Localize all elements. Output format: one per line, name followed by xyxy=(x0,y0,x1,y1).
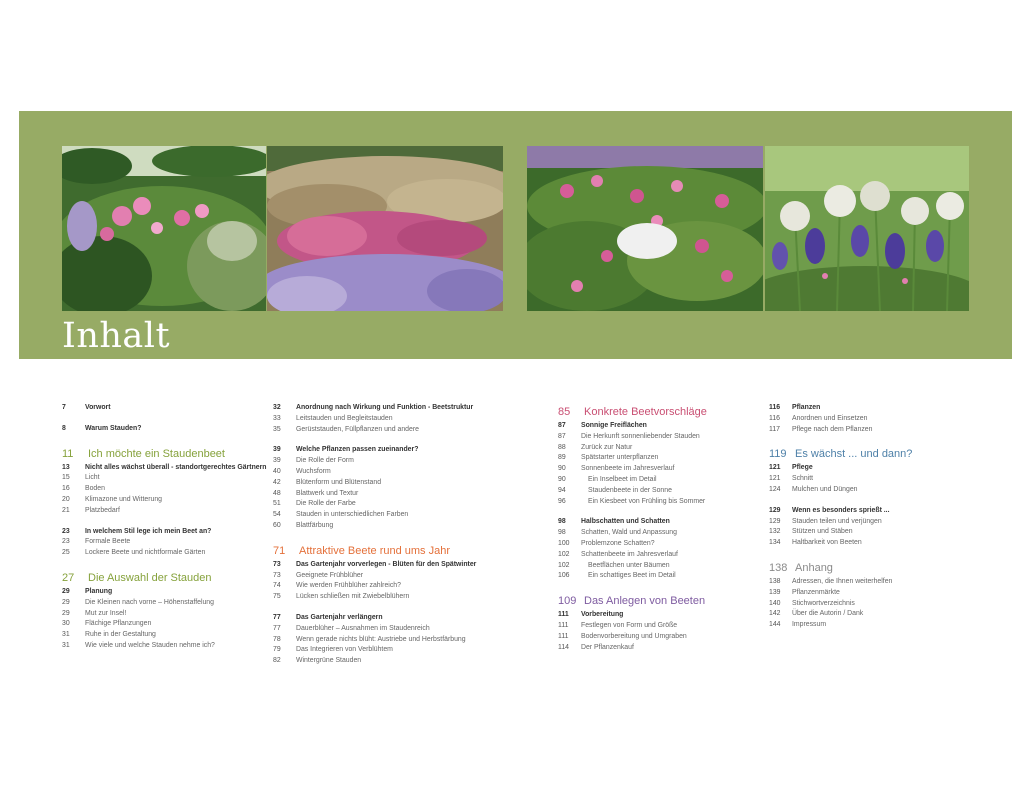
toc-column-2 xyxy=(273,403,477,667)
toc-entry-title: Problemzone Schatten? xyxy=(581,539,655,547)
toc-spacer xyxy=(558,507,758,517)
toc-page-number: 77 xyxy=(273,624,281,632)
toc-entry xyxy=(62,630,262,641)
toc-section-entry xyxy=(558,610,758,621)
toc-page-number: 16 xyxy=(62,485,70,493)
toc-spacer xyxy=(273,603,473,613)
toc-entry-title: Pflege xyxy=(792,464,813,472)
toc-entry-title: Dauerblüher – Ausnahmen im Staudenreich xyxy=(296,624,430,632)
toc-entry-title: Die Kleinen nach vorne – Höhenstaffelung xyxy=(85,598,214,606)
toc-entry-title: Lockere Beete und nichtformale Gärten xyxy=(85,549,206,557)
toc-entry xyxy=(558,571,758,582)
toc-page-number: 54 xyxy=(273,511,281,519)
toc-entry-title: Formale Beete xyxy=(85,538,131,546)
pink-bed-photo xyxy=(527,146,763,311)
toc-entry-title: Schnitt xyxy=(792,475,814,483)
toc-entry xyxy=(558,464,758,475)
toc-page-number: 7 xyxy=(62,404,66,411)
toc-entry-title: Mulchen und Düngen xyxy=(792,485,858,493)
toc-entry-title: Beetflächen unter Bäumen xyxy=(588,561,670,569)
toc-page-number: 85 xyxy=(558,406,571,418)
toc-chapter-heading xyxy=(62,571,262,585)
toc-entry-title: Welche Pflanzen passen zueinander? xyxy=(296,446,419,454)
toc-entry xyxy=(558,432,758,443)
toc-spacer xyxy=(558,582,758,592)
toc-entry xyxy=(62,484,262,495)
toc-entry-title: Spätstarter unterpflanzen xyxy=(581,454,659,462)
toc-entry-title: Wuchsform xyxy=(296,467,331,475)
toc-page-number: 8 xyxy=(62,424,66,432)
toc-entry-title: Bodenvorbereitung und Umgraben xyxy=(581,632,687,640)
toc-chapter-heading xyxy=(769,447,969,461)
toc-entry xyxy=(769,599,969,610)
toc-spacer xyxy=(769,496,969,506)
toc-entry xyxy=(62,537,262,548)
toc-entry xyxy=(273,645,473,656)
toc-section-entry xyxy=(769,463,969,474)
toc-spacer xyxy=(62,414,262,424)
toc-entry xyxy=(558,561,758,572)
toc-page-number: 87 xyxy=(558,422,566,429)
toc-page-number: 39 xyxy=(273,446,281,454)
toc-entry-title: Wie werden Frühblüher zahlreich? xyxy=(296,582,401,590)
toc-page-number: 88 xyxy=(558,443,566,451)
toc-page-number: 109 xyxy=(558,595,577,608)
toc-column-1 xyxy=(62,403,267,652)
toc-entry-title: Blattfärbung xyxy=(296,521,334,529)
toc-page-number: 23 xyxy=(62,538,70,546)
toc-spacer xyxy=(62,559,262,569)
toc-page-number: 129 xyxy=(769,517,781,525)
toc-page-number: 98 xyxy=(558,529,566,537)
toc-page-number: 129 xyxy=(769,506,781,514)
toc-page-number: 40 xyxy=(273,467,281,475)
toc-entry xyxy=(769,609,969,620)
toc-entry xyxy=(558,486,758,497)
toc-page-number: 29 xyxy=(62,609,70,617)
toc-entry xyxy=(273,510,473,521)
toc-entry-title: Ein schattiges Beet im Detail xyxy=(588,572,676,580)
toc-page-number: 74 xyxy=(273,582,281,590)
toc-page-number: 138 xyxy=(769,561,788,574)
toc-page-number: 111 xyxy=(558,611,569,619)
toc-section-entry xyxy=(62,463,267,474)
toc-spacer xyxy=(273,435,473,445)
toc-entry-title: Das Gartenjahr vorverlegen - Blüten für den Spätwinter xyxy=(296,560,477,568)
toc-page-number: 39 xyxy=(273,457,281,465)
toc-page-number: 29 xyxy=(62,598,70,606)
toc-entry-title: Impressum xyxy=(792,621,827,629)
toc-page-number: 116 xyxy=(769,404,781,411)
toc-chapter-heading xyxy=(273,544,473,558)
toc-page-number: 102 xyxy=(558,550,570,558)
toc-entry-title: Adressen, die Ihnen weiterhelfen xyxy=(792,577,893,585)
toc-entry-title: Wenn es besonders sprießt ... xyxy=(792,506,890,514)
toc-entry xyxy=(558,643,758,654)
toc-page-number: 77 xyxy=(273,613,281,621)
toc-page-number: 89 xyxy=(558,454,566,462)
toc-page-number: 75 xyxy=(273,593,281,601)
toc-entry-title: Stauden teilen und verjüngen xyxy=(792,517,882,525)
toc-entry-title: Stichwortverzeichnis xyxy=(792,599,855,607)
toc-section-entry xyxy=(273,560,477,571)
toc-section-entry xyxy=(62,527,262,538)
toc-entry-title: Ruhe in der Gestaltung xyxy=(85,631,156,639)
toc-section-entry xyxy=(62,403,262,414)
toc-entry xyxy=(769,485,969,496)
toc-entry-title: Boden xyxy=(85,485,105,493)
toc-page-number: 114 xyxy=(558,643,569,651)
toc-entry xyxy=(769,538,969,549)
toc-entry-title: In welchem Stil lege ich mein Beet an? xyxy=(85,527,212,535)
toc-page-number: 20 xyxy=(62,495,70,503)
toc-page-number: 73 xyxy=(273,571,281,579)
toc-page-number: 73 xyxy=(273,560,281,568)
toc-chapter-heading xyxy=(62,447,262,461)
toc-section-entry xyxy=(769,506,969,517)
toc-entry xyxy=(62,619,262,630)
toc-entry-title: Gerüststauden, Füllpflanzen und andere xyxy=(296,425,419,433)
toc-entry xyxy=(273,581,473,592)
toc-page-number: 35 xyxy=(273,425,281,433)
toc-entry-title: Die Rolle der Farbe xyxy=(296,500,356,508)
toc-spacer xyxy=(62,517,262,527)
toc-entry-title: Mut zur Insel! xyxy=(85,609,127,617)
toc-entry xyxy=(62,473,262,484)
toc-entry-title: Pflanzenmärkte xyxy=(792,588,840,596)
toc-entry xyxy=(62,495,262,506)
toc-page-number: 48 xyxy=(273,489,281,497)
toc-section-entry xyxy=(558,517,758,528)
toc-entry-title: Das Integrieren von Verblühtem xyxy=(296,646,393,654)
toc-entry-title: Lücken schließen mit Zwiebelblühern xyxy=(296,593,410,601)
toc-entry-title: Flächige Pflanzungen xyxy=(85,620,152,628)
toc-entry xyxy=(558,621,758,632)
toc-page-number: 31 xyxy=(62,641,70,649)
toc-page-number: 94 xyxy=(558,486,566,494)
toc-entry-title: Staudenbeete in der Sonne xyxy=(588,486,672,494)
toc-page-number: 90 xyxy=(558,475,566,483)
toc-entry-title: Sonnige Freiflächen xyxy=(581,422,647,429)
toc-entry xyxy=(769,414,969,425)
toc-entry-title: Wie viele und welche Stauden nehme ich? xyxy=(85,641,215,649)
toc-entry-title: Schattenbeete im Jahresverlauf xyxy=(581,550,678,558)
page-title: Inhalt xyxy=(62,316,171,356)
toc-section-entry xyxy=(62,424,262,435)
toc-section-entry xyxy=(769,403,969,414)
toc-entry-title: Konkrete Beetvorschläge xyxy=(584,406,707,418)
toc-entry-title: Leitstauden und Begleitstauden xyxy=(296,414,393,422)
toc-entry-title: Platzbedarf xyxy=(85,506,120,514)
toc-column-3 xyxy=(558,403,758,653)
toc-spacer xyxy=(769,435,969,445)
toc-page-number: 117 xyxy=(769,425,780,433)
toc-entry xyxy=(769,527,969,538)
toc-entry-title: Das Gartenjahr verlängern xyxy=(296,613,383,621)
toc-entry-title: Stützen und Stäben xyxy=(792,528,853,536)
toc-entry-title: Attraktive Beete rund ums Jahr xyxy=(299,544,451,557)
toc-page-number: 100 xyxy=(558,539,570,547)
toc-section-entry xyxy=(273,445,473,456)
toc-entry xyxy=(769,620,969,631)
toc-entry-title: Der Pflanzenkauf xyxy=(581,643,634,651)
toc-entry xyxy=(769,474,969,485)
toc-page-number: 142 xyxy=(769,610,781,618)
toc-entry-title: Halbschatten und Schatten xyxy=(581,518,670,526)
toc-entry xyxy=(273,478,473,489)
toc-entry xyxy=(769,425,969,436)
toc-section-entry xyxy=(273,613,473,624)
toc-page-number: 106 xyxy=(558,572,570,580)
toc-entry-title: Schatten, Wald und Anpassung xyxy=(581,529,677,537)
toc-page-number: 87 xyxy=(558,432,566,440)
toc-entry xyxy=(273,624,473,635)
toc-section-entry xyxy=(558,421,758,432)
toc-page-number: 31 xyxy=(62,631,70,639)
toc-page-number: 134 xyxy=(769,539,781,547)
toc-page-number: 79 xyxy=(273,646,281,654)
toc-page-number: 78 xyxy=(273,635,281,643)
toc-page-number: 51 xyxy=(273,500,281,508)
toc-entry xyxy=(769,577,969,588)
toc-page-number: 138 xyxy=(769,577,781,585)
toc-chapter-heading xyxy=(558,594,758,608)
toc-entry xyxy=(62,598,262,609)
toc-entry xyxy=(62,641,262,652)
toc-entry xyxy=(558,528,758,539)
toc-entry-title: Ein Inselbeet im Detail xyxy=(588,475,657,483)
toc-entry xyxy=(62,548,262,559)
toc-page-number: 139 xyxy=(769,588,781,596)
toc-entry-title: Nicht alles wächst überall - standortgerechtes Gärtnern xyxy=(85,463,267,471)
toc-entry-title: Pflanzen xyxy=(792,404,821,411)
toc-entry-title: Blütenform und Blütenstand xyxy=(296,478,382,486)
toc-entry-title: Das Anlegen von Beeten xyxy=(584,595,706,608)
toc-entry xyxy=(273,499,473,510)
toc-entry-title: Sonnenbeete im Jahresverlauf xyxy=(581,465,675,473)
toc-entry-title: Blattwerk und Textur xyxy=(296,489,359,497)
toc-page-number: 29 xyxy=(62,587,70,595)
toc-page-number: 71 xyxy=(273,544,286,557)
toc-entry xyxy=(558,550,758,561)
toc-page-number: 121 xyxy=(769,464,781,472)
toc-entry-title: Über die Autorin / Dank xyxy=(792,610,864,618)
toc-page-number: 111 xyxy=(558,632,569,640)
toc-page-number: 116 xyxy=(769,414,780,422)
toc-entry-title: Ich möchte ein Staudenbeet xyxy=(88,447,225,460)
toc-page-number: 144 xyxy=(769,621,781,629)
toc-page-number: 23 xyxy=(62,527,70,535)
toc-page-number: 121 xyxy=(769,475,781,483)
toc-entry-title: Ein Kiesbeet von Frühling bis Sommer xyxy=(588,497,706,505)
toc-page-number: 140 xyxy=(769,599,781,607)
toc-page-number: 111 xyxy=(558,621,569,629)
toc-entry xyxy=(273,456,473,467)
toc-entry-title: Wintergrüne Stauden xyxy=(296,657,362,665)
toc-page-number: 13 xyxy=(62,463,70,471)
toc-page-number: 25 xyxy=(62,549,70,557)
toc-page-number: 11 xyxy=(62,447,74,460)
toc-entry-title: Planung xyxy=(85,587,113,595)
toc-spacer xyxy=(62,435,262,445)
toc-page-number: 60 xyxy=(273,521,281,529)
toc-entry xyxy=(558,539,758,550)
toc-entry xyxy=(273,489,473,500)
toc-page-number: 132 xyxy=(769,528,781,536)
toc-entry-title: Die Herkunft sonnenliebender Stauden xyxy=(581,432,700,440)
toc-entry xyxy=(558,453,758,464)
toc-entry-title: Haltbarkeit von Beeten xyxy=(792,539,862,547)
toc-entry xyxy=(273,656,473,667)
toc-page-number: 33 xyxy=(273,414,281,422)
toc-page-number: 27 xyxy=(62,571,75,584)
toc-entry xyxy=(273,521,473,532)
toc-entry-title: Licht xyxy=(85,474,100,482)
toc-entry xyxy=(273,571,473,582)
toc-entry-title: Es wächst ... und dann? xyxy=(795,448,913,461)
toc-section-entry xyxy=(273,403,473,414)
toc-entry-title: Anordnen und Einsetzen xyxy=(792,414,868,422)
toc-page-number: 98 xyxy=(558,518,566,526)
toc-entry-title: Stauden in unterschiedlichen Farben xyxy=(296,511,409,519)
allium-photo xyxy=(765,146,969,311)
toc-page-number: 102 xyxy=(558,561,570,569)
toc-page-number: 119 xyxy=(769,448,787,461)
toc-entry-title: Anordnung nach Wirkung und Funktion - Beetstruktur xyxy=(296,404,474,411)
toc-entry xyxy=(62,609,262,620)
toc-chapter-heading xyxy=(558,405,758,419)
toc-entry-title: Vorbereitung xyxy=(581,611,624,619)
toc-entry xyxy=(558,632,758,643)
toc-spacer xyxy=(273,532,473,542)
toc-entry xyxy=(558,475,758,486)
toc-page-number: 90 xyxy=(558,465,566,473)
toc-entry xyxy=(558,497,758,508)
toc-entry-title: Pflege nach dem Pflanzen xyxy=(792,425,873,433)
toc-entry-title: Vorwort xyxy=(85,404,111,411)
toc-entry xyxy=(769,588,969,599)
toc-page-number: 82 xyxy=(273,657,281,665)
toc-spacer xyxy=(769,549,969,559)
toc-entry xyxy=(273,414,473,425)
toc-entry-title: Die Auswahl der Stauden xyxy=(88,571,212,584)
toc-column-4 xyxy=(769,403,969,631)
lily-border-photo xyxy=(62,146,266,311)
toc-page-number: 21 xyxy=(62,506,70,514)
toc-entry-title: Anhang xyxy=(795,561,833,574)
toc-page-number: 30 xyxy=(62,620,70,628)
toc-page-number: 96 xyxy=(558,497,566,505)
toc-section-entry xyxy=(62,587,262,598)
toc-page-number: 15 xyxy=(62,474,70,482)
toc-entry xyxy=(273,467,473,478)
toc-page-number: 42 xyxy=(273,478,281,486)
toc-entry xyxy=(769,517,969,528)
toc-entry xyxy=(273,592,473,603)
toc-entry xyxy=(558,443,758,454)
toc-chapter-heading xyxy=(769,561,969,575)
toc-page-number: 32 xyxy=(273,404,281,411)
toc-entry-title: Die Rolle der Form xyxy=(296,457,354,465)
grass-salvia-photo xyxy=(267,146,503,311)
toc-entry xyxy=(273,635,473,646)
toc-entry-title: Festlegen von Form und Größe xyxy=(581,621,678,629)
toc-entry-title: Warum Stauden? xyxy=(85,424,142,432)
toc-page-number: 124 xyxy=(769,485,781,493)
toc-entry-title: Wenn gerade nichts blüht: Austriebe und Herbstfärbung xyxy=(296,635,466,643)
toc-entry-title: Zurück zur Natur xyxy=(581,443,633,451)
toc-entry-title: Klimazone und Witterung xyxy=(85,495,162,503)
toc-entry-title: Geeignete Frühblüher xyxy=(296,571,364,579)
toc-entry xyxy=(273,425,473,436)
toc-entry xyxy=(62,506,262,517)
